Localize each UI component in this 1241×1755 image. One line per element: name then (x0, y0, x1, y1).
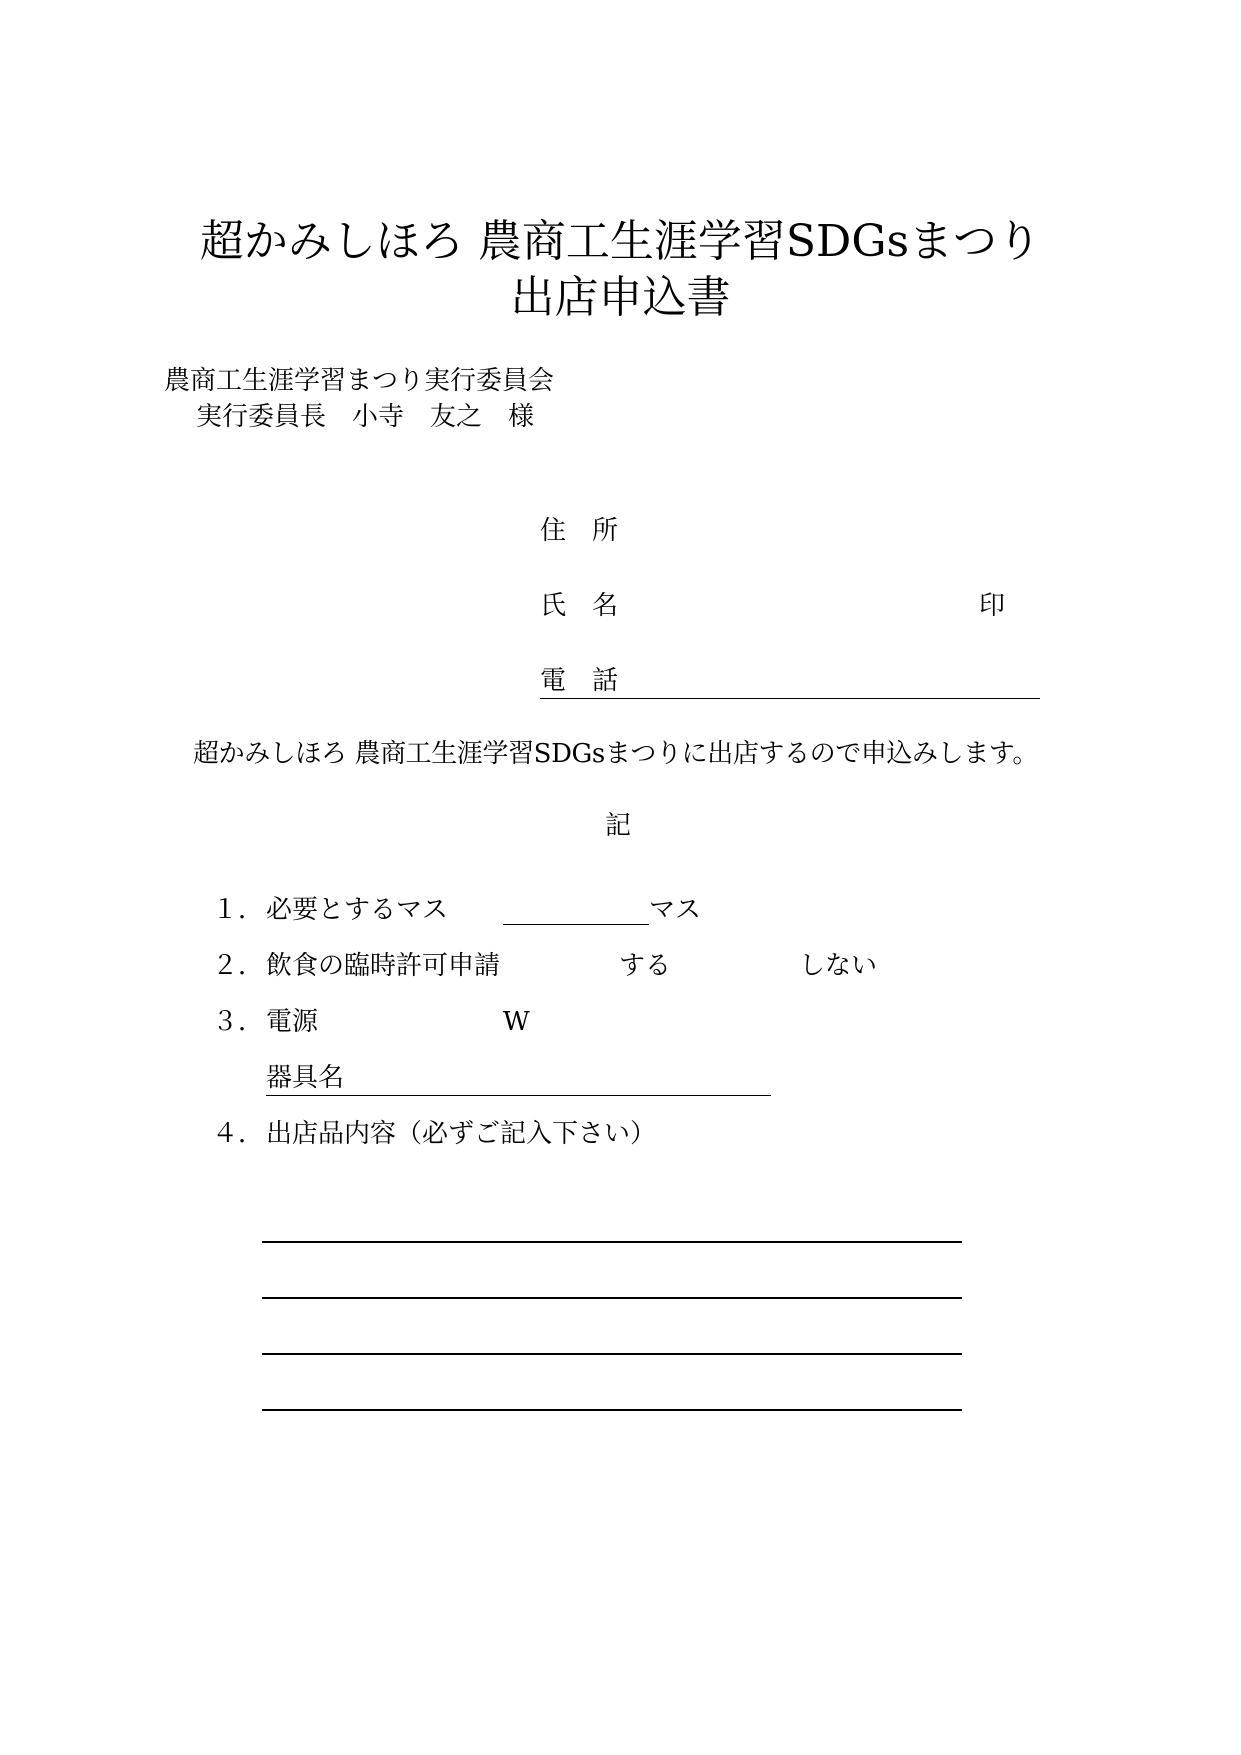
item3-label: 電源 (266, 1007, 319, 1037)
item1-number: １． (212, 895, 265, 925)
content-line[interactable] (262, 1353, 962, 1355)
addressee-person: 実行委員長 小寺 友之 様 (196, 402, 535, 432)
option-no[interactable]: しない (799, 951, 878, 981)
item4-label: 出店品内容（必ずご記入下さい） (266, 1119, 657, 1149)
phone-label: 電 話 (540, 666, 619, 696)
address-label: 住 所 (540, 516, 619, 546)
item1-unit: マス (649, 895, 702, 925)
document-title-line1: 超かみしほろ 農商工生涯学習SDGsまつり (199, 216, 1042, 267)
name-label: 氏 名 (540, 591, 619, 621)
option-yes[interactable]: する (619, 951, 672, 981)
item2-number: ２． (212, 951, 265, 981)
masu-count-field[interactable] (503, 924, 649, 925)
item1-label: 必要とするマス (266, 895, 449, 925)
content-line[interactable] (262, 1241, 962, 1243)
item4-number: ４． (212, 1119, 265, 1149)
content-line[interactable] (262, 1297, 962, 1299)
ki-heading: 記 (605, 811, 632, 841)
device-name-field[interactable] (266, 1061, 771, 1096)
device-label: 器具名 (266, 1063, 345, 1093)
content-line[interactable] (262, 1409, 962, 1411)
seal-label: 印 (979, 591, 1006, 621)
item2-label: 飲食の臨時許可申請 (266, 951, 501, 981)
document-title-line2: 出店申込書 (510, 272, 731, 323)
phone-field[interactable] (540, 664, 1040, 699)
item3-number: ３． (212, 1007, 265, 1037)
watt-unit: W (503, 1007, 530, 1037)
statement: 超かみしほろ 農商工生涯学習SDGsまつりに出店するので申込みします。 (193, 739, 1038, 769)
addressee-org: 農商工生涯学習まつり実行委員会 (164, 366, 555, 396)
